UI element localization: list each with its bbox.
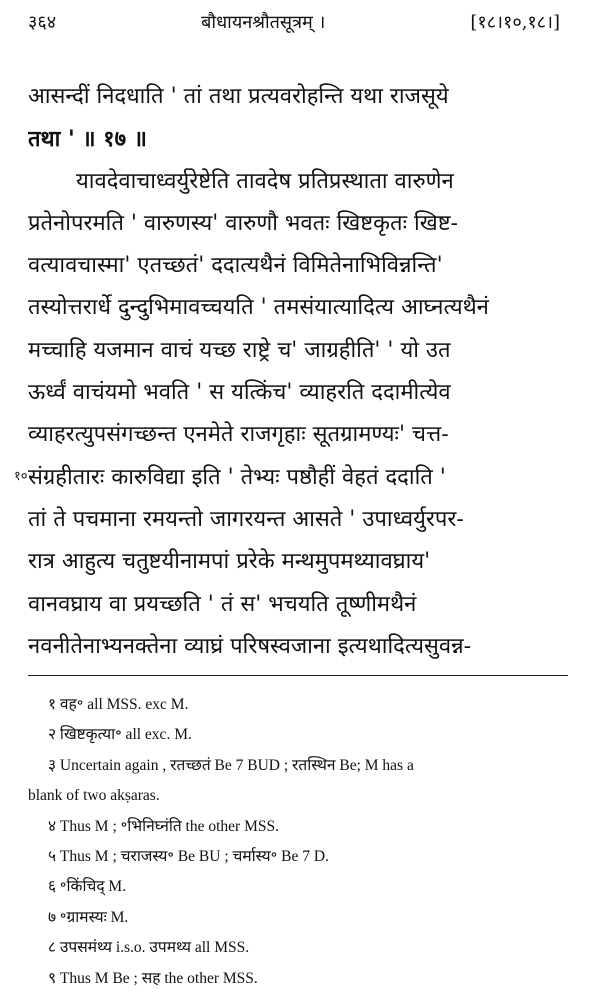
text-line: वानवघ्राय वा प्रयच्छति ' तं स' भचयति तूष्णीमथैनं	[28, 591, 417, 617]
text-line: मच्चाहि यजमान वाचं यच्छ राष्ट्रे च' जाग्रहीति' ' यो उत	[28, 337, 451, 363]
text-line: वत्यावचास्मा' एतच्छतं' ददात्यथैनं विमितेनाभिविन्नन्ति'	[28, 253, 443, 279]
footnote-divider	[28, 675, 568, 676]
footnote: ३ Uncertain again , रतच्छतं Be 7 BUD ; रतस्थिन Be; M has a	[48, 756, 414, 774]
text-line: आसन्दीं निदधाति ' तां तथा प्रत्यवरोहन्ति यथा राजसूये	[28, 84, 449, 109]
footnote: ६ ॰किंचिद् M.	[48, 878, 127, 896]
text-line: यावदेवाचाध्वर्युरेष्टेति तावदेष प्रतिप्रस्थाता वारुणेन	[76, 168, 454, 194]
footnote: १ वह॰ all MSS. exc M.	[48, 696, 189, 713]
footnote: blank of two akṣaras.	[28, 787, 160, 805]
footnote: ९ Thus M Be ; सह the other MSS.	[48, 969, 258, 987]
text-line: रात्र आहुत्य चतुष्टयीनामपां प्ररेके मन्थमुपमथ्यावघ्राय'	[28, 549, 431, 575]
section-reference: [१८।१०,१८।]	[470, 12, 560, 33]
line-number: १०	[14, 469, 28, 484]
text-line: ऊर्ध्वं वाचंयमो भवति ' स यत्किंच' व्याहरति ददामीत्येव	[28, 380, 451, 406]
text-line: प्रतेनोपरमति ' वारुणस्य' वारुणौ भवतः खिष्टकृतः खिष्ट-	[28, 210, 458, 236]
page-number: ३६४	[28, 12, 57, 33]
footnote: ४ Thus M ; ॰भिनिघ्नंति the other MSS.	[48, 817, 279, 835]
footnote: २ खिष्टकृत्या॰ all exc. M.	[48, 726, 192, 744]
text-line: व्याहरत्युपसंगच्छन्त एनमेते राजगृहाः सूतग्रामण्यः' चत्त-	[28, 422, 449, 448]
running-title: बौधायनश्रौतसूत्रम् ।	[201, 12, 326, 33]
footnote: ८ उपसमंथ्य i.s.o. उपमथ्य all MSS.	[48, 939, 250, 957]
page-header	[28, 10, 560, 40]
footnote: ७ ॰ग्रामस्यः M.	[48, 908, 129, 926]
text-line: संग्रहीतारः कारुविद्या इति ' तेभ्यः पष्ठौहीं वेहतं ददाति '	[28, 464, 446, 490]
footnote: ५ Thus M ; चराजस्य॰ Be BU ; चर्मास्य॰ Be 7 D.	[48, 848, 329, 866]
text-line: तां ते पचमाना रमयन्तो जागरयन्त आसते ' उपाध्वर्युरपर-	[28, 506, 464, 532]
text-line: तस्योत्तरार्धे दुन्दुभिमावच्चयति ' तमसंयात्यादित्य आघ्नत्यथैनं	[28, 295, 489, 321]
text-line: नवनीतेनाभ्यनक्तेना व्याघ्रं परिषस्वजाना इत्यथादित्यसुवन्न-	[28, 633, 472, 659]
main-text	[14, 76, 568, 668]
text-line: तथा ' ॥ १७ ॥	[28, 126, 147, 153]
footnotes	[28, 690, 568, 994]
